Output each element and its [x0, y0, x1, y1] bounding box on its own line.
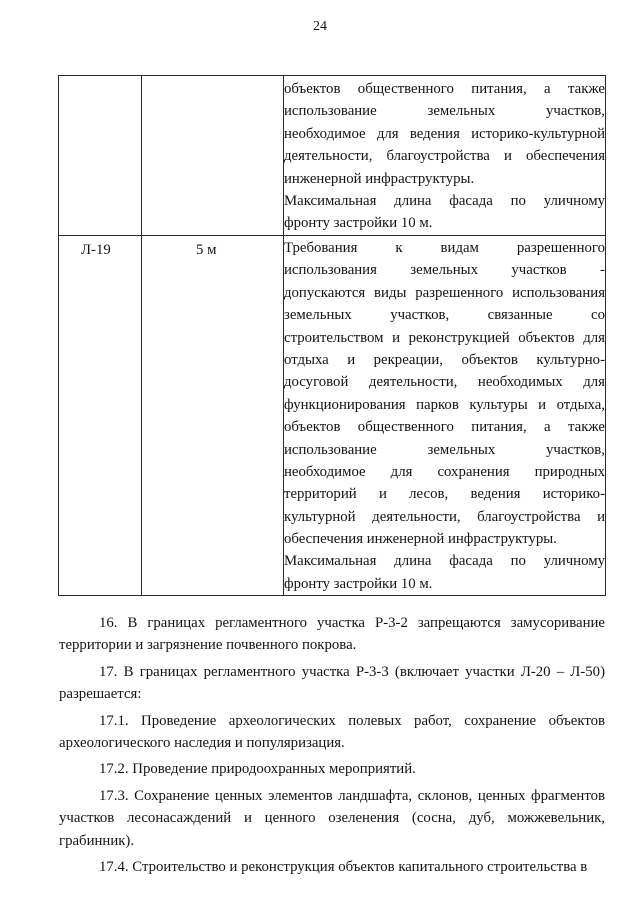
text-line: допускаются виды разрешенного использования — [284, 284, 605, 301]
requirements-cell — [284, 76, 606, 236]
text-line: земельных участков, связанные со — [284, 307, 605, 324]
text-line: отдыха и рекреации, объектов культурно- — [284, 351, 605, 368]
text-line: грабинник). — [59, 832, 135, 849]
zone-cell — [59, 76, 142, 236]
text-line: необходимое для сохранения природных — [284, 463, 605, 480]
height-cell: 5 м — [142, 236, 284, 596]
paragraph — [59, 661, 605, 706]
text-line: территории и загрязнение почвенного покрова. — [59, 637, 357, 654]
text-line: 17. В границах регламентного участка Р-3-3 (включает участки Л-20 – Л-50) — [99, 663, 605, 680]
text-line: участков лесонасаждений и ценного озеленения (сосна, дуб, можжевельник, — [59, 810, 605, 827]
text-line: деятельности, благоустройства и обеспечения — [284, 148, 605, 165]
text-line: необходимое для ведения историко-культурной — [284, 125, 605, 142]
text-line: культурной деятельности, благоустройства и — [284, 508, 605, 525]
requirements-cell — [284, 236, 606, 596]
facade-length-text — [284, 550, 605, 595]
requirements-text — [284, 236, 605, 550]
paragraph — [59, 785, 605, 852]
text-line: функционирования парков культуры и отдыха, — [284, 396, 605, 413]
text-line: инженерной инфраструктуры. — [284, 170, 475, 187]
text-line: объектов общественного питания, а также — [284, 419, 605, 436]
text-line: 17.1. Проведение археологических полевых работ, сохранение объектов — [99, 712, 605, 729]
text-line: досуговой деятельности, необходимых для — [284, 374, 605, 391]
table-row — [59, 76, 606, 236]
page-number: 24 — [313, 19, 327, 34]
paragraph — [59, 710, 605, 755]
text-line: территорий и лесов, ведения историко- — [284, 486, 605, 503]
paragraph — [59, 612, 605, 657]
text-line: археологического наследия и популяризация. — [59, 734, 345, 751]
text-line: обеспечения инженерной инфраструктуры. — [284, 531, 557, 548]
text-line: использование земельных участков, — [284, 103, 605, 120]
text-line: 17.2. Проведение природоохранных мероприятий. — [99, 761, 416, 778]
text-line: объектов общественного питания, а также — [284, 81, 605, 97]
text-line: 17.4. Строительство и реконструкция объектов капитального строительства в — [99, 858, 588, 875]
regulation-table — [58, 75, 606, 596]
text-line: 17.3. Сохранение ценных элементов ландшафта, склонов, ценных фрагментов — [99, 787, 605, 804]
body-text — [59, 612, 605, 882]
paragraph — [59, 856, 605, 878]
text-line: использования земельных участков - — [284, 262, 605, 279]
text-line: Максимальная длина фасада по уличному — [284, 192, 605, 209]
text-line: Требования к видам разрешенного — [284, 240, 605, 256]
text-line: разрешается: — [59, 686, 142, 703]
text-line: использование земельных участков, — [284, 441, 605, 458]
facade-length-text — [284, 190, 605, 235]
text-line: фронту застройки 10 м. — [284, 215, 433, 232]
paragraph — [59, 758, 605, 780]
text-line: 16. В границах регламентного участка Р-3-2 запрещаются замусоривание — [99, 615, 605, 631]
text-line: фронту застройки 10 м. — [284, 575, 433, 592]
zone-cell: Л-19 — [59, 236, 142, 596]
text-line: строительством и реконструкцией объектов для — [284, 329, 605, 346]
height-cell — [142, 76, 284, 236]
table-row — [59, 236, 606, 596]
requirements-text — [284, 76, 605, 190]
text-line: Максимальная длина фасада по уличному — [284, 553, 605, 570]
